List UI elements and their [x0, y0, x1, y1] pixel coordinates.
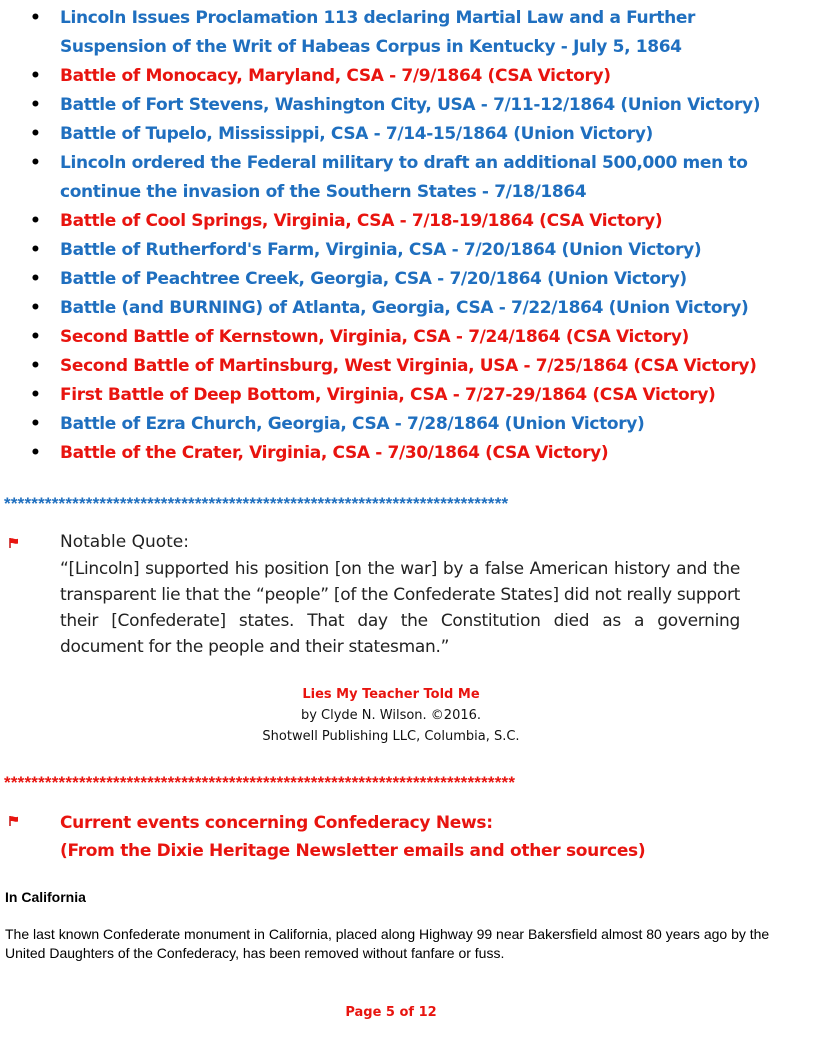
- section-title: In California: [5, 889, 86, 905]
- page-number: Page 5 of 12: [345, 1005, 437, 1020]
- bullet-icon: •: [30, 124, 41, 144]
- news-heading-line: Current events concerning Confederacy News:: [60, 813, 493, 833]
- event-text: First Battle of Deep Bottom, Virginia, CSA - 7/27-29/1864 (CSA Victory): [60, 385, 716, 405]
- citation-author: by Clyde N. Wilson. ©2016.: [300, 708, 482, 723]
- bullet-icon: •: [30, 385, 41, 405]
- event-list-item: [0, 410, 816, 439]
- event-text: Battle (and BURNING) of Atlanta, Georgia, CSA - 7/22/1864 (Union Victory): [60, 298, 749, 318]
- event-text: Lincoln ordered the Federal military to draft an additional 500,000 men to continue the invasion of the Southern States - 7/18/1864: [60, 153, 748, 202]
- news-heading: [60, 809, 645, 865]
- event-list-item: [0, 207, 816, 236]
- event-text: Battle of Tupelo, Mississippi, CSA - 7/14-15/1864 (Union Victory): [60, 124, 653, 144]
- bullet-icon: •: [30, 298, 41, 318]
- citation-publisher: Shotwell Publishing LLC, Columbia, S.C.: [262, 729, 520, 744]
- event-list-item: [0, 323, 816, 352]
- event-list-item: [0, 439, 816, 468]
- event-list-item: [0, 120, 816, 149]
- bullet-icon: •: [30, 240, 41, 260]
- red-flag-icon: [8, 537, 20, 549]
- bullet-icon: •: [30, 443, 41, 463]
- event-list-item: [0, 265, 816, 294]
- event-list-item: [0, 149, 816, 207]
- event-list-item: [0, 352, 816, 381]
- event-list-item: [0, 62, 816, 91]
- bullet-icon: •: [30, 211, 41, 231]
- event-list-item: [0, 91, 816, 120]
- bullet-icon: •: [30, 95, 41, 115]
- bullet-icon: •: [30, 8, 41, 28]
- article-body: The last known Confederate monument in California, placed along Highway 99 near Bakersfield almost 80 years ago by the United Daughters of the Confederacy, has been removed without fanfare or fuss.: [5, 926, 770, 961]
- event-text: Battle of Fort Stevens, Washington City, USA - 7/11-12/1864 (Union Victory): [60, 95, 761, 115]
- quote-heading: Notable Quote:: [60, 532, 189, 552]
- event-text: Battle of Ezra Church, Georgia, CSA - 7/28/1864 (Union Victory): [60, 414, 645, 434]
- timeline-event-list: [0, 4, 816, 468]
- bullet-icon: •: [30, 327, 41, 347]
- event-text: Second Battle of Martinsburg, West Virginia, USA - 7/25/1864 (CSA Victory): [60, 356, 757, 376]
- bullet-icon: •: [30, 269, 41, 289]
- event-text: Battle of Monocacy, Maryland, CSA - 7/9/1864 (CSA Victory): [60, 66, 611, 86]
- bullet-icon: •: [30, 66, 41, 86]
- red-flag-icon: [8, 815, 20, 827]
- citation-title: Lies My Teacher Told Me: [302, 687, 480, 702]
- event-text: Lincoln Issues Proclamation 113 declaring Martial Law and a Further Suspension of the Writ of Habeas Corpus in Kentucky - July 5, 1864: [60, 8, 696, 57]
- separator-stars: **************************************************************************: [4, 494, 509, 513]
- event-text: Battle of the Crater, Virginia, CSA - 7/30/1864 (CSA Victory): [60, 443, 609, 463]
- bullet-icon: •: [30, 356, 41, 376]
- event-list-item: [0, 294, 816, 323]
- event-text: Second Battle of Kernstown, Virginia, CSA - 7/24/1864 (CSA Victory): [60, 327, 689, 347]
- event-list-item: [0, 381, 816, 410]
- bullet-icon: •: [30, 153, 41, 173]
- event-text: Battle of Rutherford's Farm, Virginia, CSA - 7/20/1864 (Union Victory): [60, 240, 702, 260]
- event-list-item: [0, 4, 816, 62]
- news-heading-subline: (From the Dixie Heritage Newsletter emails and other sources): [60, 841, 646, 861]
- event-text: Battle of Peachtree Creek, Georgia, CSA - 7/20/1864 (Union Victory): [60, 269, 687, 289]
- separator-stars: ***************************************************************************: [4, 773, 516, 792]
- event-list-item: [0, 236, 816, 265]
- bullet-icon: •: [30, 414, 41, 434]
- event-text: Battle of Cool Springs, Virginia, CSA - 7/18-19/1864 (CSA Victory): [60, 211, 663, 231]
- quote-text: “[Lincoln] supported his position [on the war] by a false American history and the transparent lie that the “people” [of the Confederate States] did not really support their [Confederate] states. That day the Constitution died as a governing document for the people and their statesman.”: [60, 559, 740, 657]
